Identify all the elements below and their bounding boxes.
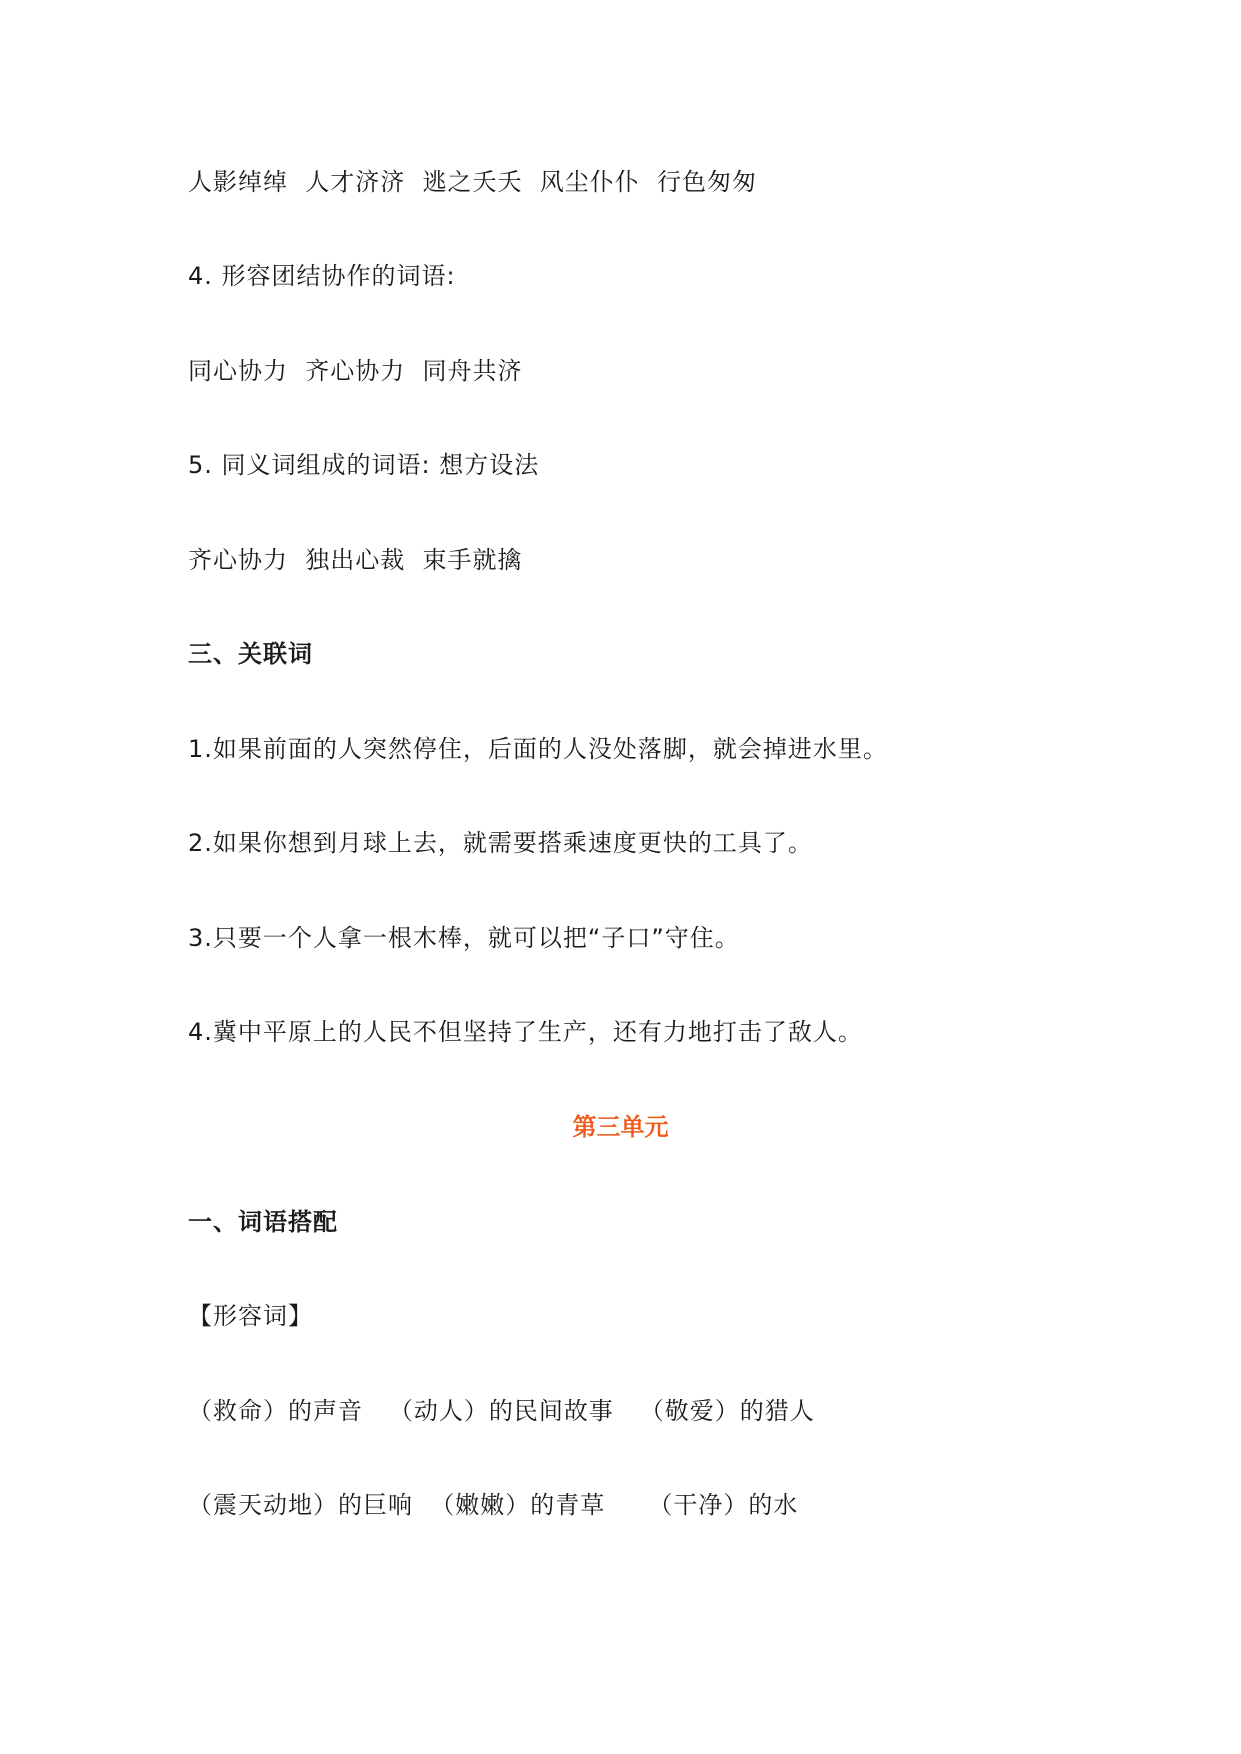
unit-title: 第三单元 xyxy=(572,1113,669,1141)
synonym-idioms-label: 5. 同义词组成的词语: 想方设法 xyxy=(188,451,540,479)
conjunction-sentence: 3.只要一个人拿一根木棒，就可以把“子口”守住。 xyxy=(188,924,740,952)
conjunctions-heading: 三、关联词 xyxy=(188,640,313,668)
teamwork-idioms-line: 同心协力 齐心协力 同舟共济 xyxy=(188,357,523,385)
collocation-row: （震天动地）的巨响 （嫩嫩）的青草 （干净）的水 xyxy=(188,1491,799,1519)
teamwork-idioms-label: 4. 形容团结协作的词语: xyxy=(188,262,456,290)
collocation-heading: 一、词语搭配 xyxy=(188,1208,338,1236)
synonym-idioms-line: 齐心协力 独出心裁 束手就擒 xyxy=(188,546,523,574)
conjunction-sentence: 2.如果你想到月球上去，就需要搭乘速度更快的工具了。 xyxy=(188,829,813,857)
conjunction-sentence: 4.冀中平原上的人民不但坚持了生产，还有力地打击了敌人。 xyxy=(188,1018,863,1046)
collocation-row: （救命）的声音 （动人）的民间故事 （敬爱）的猎人 xyxy=(188,1397,815,1425)
idiom-list-line: 人影绰绰 人才济济 逃之夭夭 风尘仆仆 行色匆匆 xyxy=(188,168,758,196)
conjunction-sentence: 1.如果前面的人突然停住，后面的人没处落脚，就会掉进水里。 xyxy=(188,735,888,763)
adjective-subheading: 【形容词】 xyxy=(188,1302,313,1330)
